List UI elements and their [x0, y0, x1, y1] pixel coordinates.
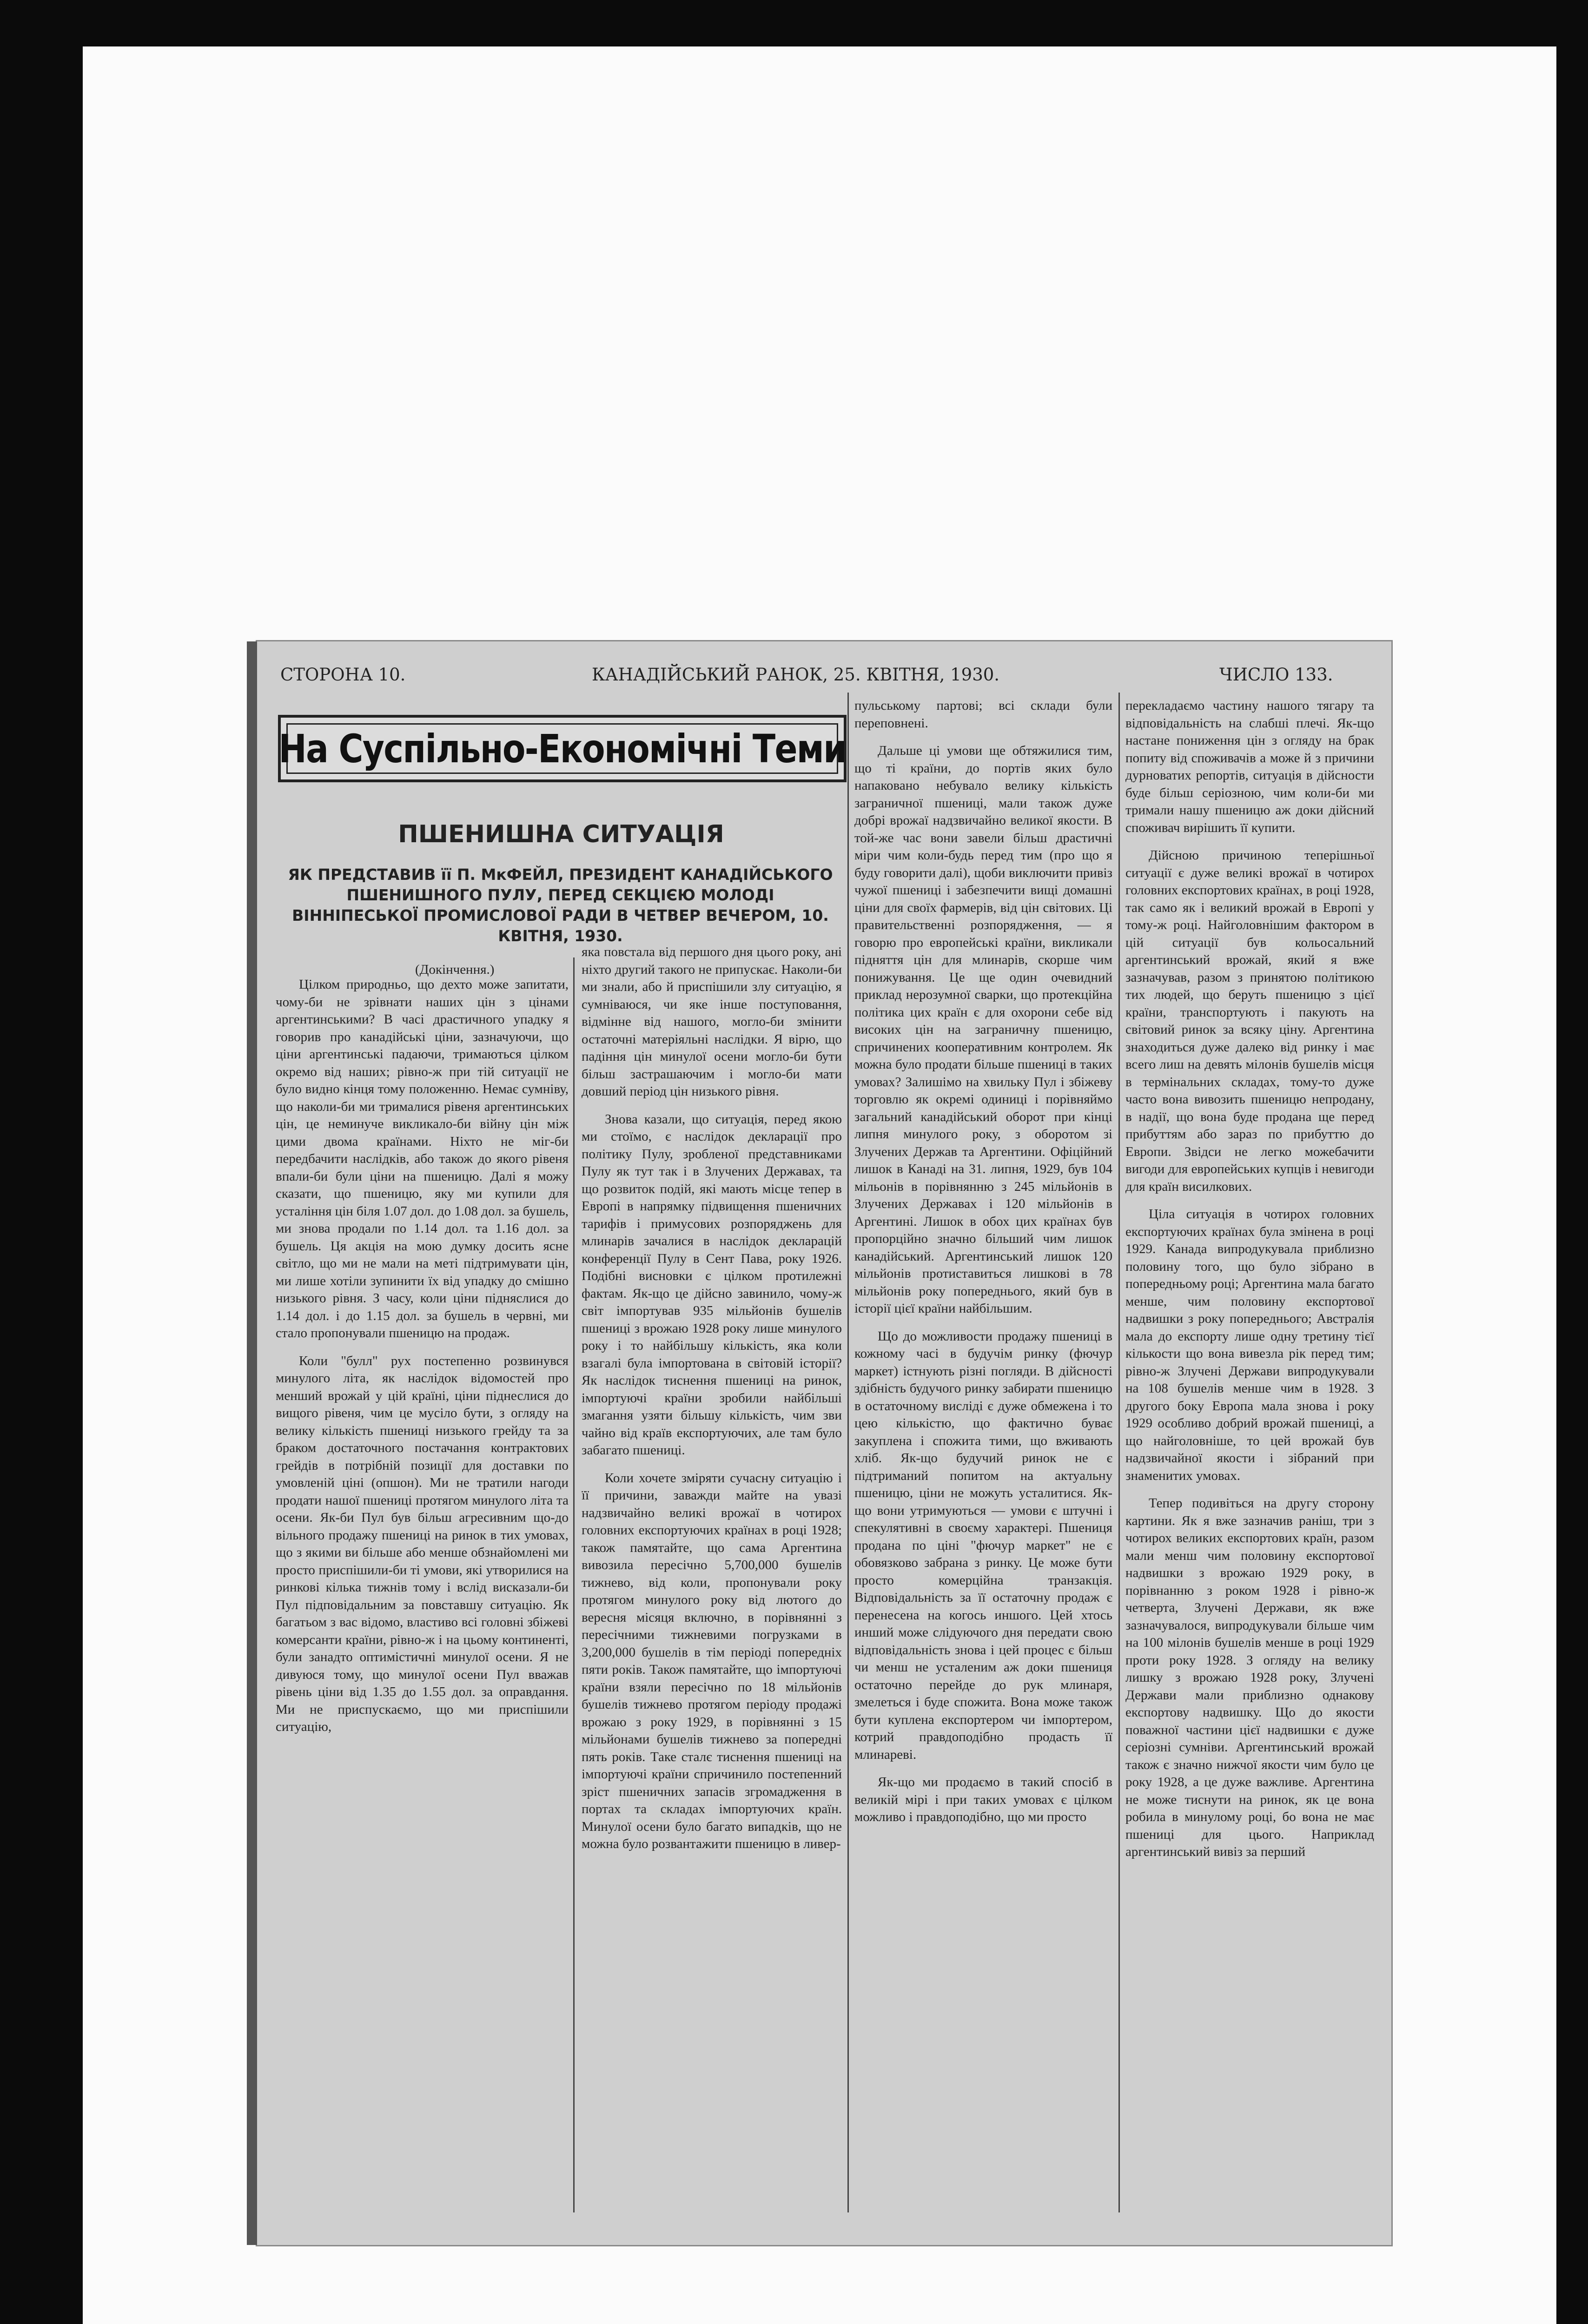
- paragraph: Цілком природньо, що дехто може запитати, чому-би не зрівнати наших цін з цінами аргентинськими? В часі драстичного упадку я говорив про канадійські ціни, зазначуючи, що ціни аргентинські падаючи, тримаються цілком окремо від наших; рівно-ж при тій ситуації не було видно кінця тому положенню. Немає сумніву, що наколи-би ми трималися рівеня аргентинських цін, це неминуче викликало-би війну цін між цими двома країнами. Ніхто не міг-би передбачити наслідків, або також до якого рівеня впали-би були ціни на пшеницю. Далі я можу сказати, що пшеницю, яку ми купили для устаління цін біля 1.07 дол. до 1.08 дол. за бушель, ми знова продали по 1.14 дол. та 1.16 дол. за бушель. Ця акція на мою думку досить ясне світло, що ми не мали на меті підтримувати цін, ми лише хотіли зупинити їх від упадку до смішно низького рівня. З часу, коли ціни підняслися до 1.14 дол. і до 1.15 дол. за бушель в червні, ми стало пропонували пшеницю на продаж.: [276, 977, 569, 1340]
- paragraph: Знова казали, що ситуація, перед якою ми стоїмо, є наслідок декларації про політику Пулу, зробленої представниками Пулу як тут так і в Злучених Державах, та що розвиток подій, які мають місце тепер в Европі в напрямку підвищення пшеничних тарифів і примусових розпоряджень для млинарів зачалися в наслідок декларацій конференції Пулу в Сент Пава, року 1926. Подібні висновки є цілком протилежні фактам. Як-що це дійсно завинило, чому-ж світ імпортував 935 мільйонів бушелів пшениці з врожаю 1928 року лише минулого року і то найбільшу кількість, яка коли взагалі була імпортована в світовій історії? Як наслідок тиснення пшениці на ринок, імпортуючі країни зробили найбільші змагання узяти більшу кількість, чим зви чайно від країв експортуючих, але там було забагато пшениці.: [582, 1111, 842, 1458]
- page-number: СТОРОНА 10.: [280, 665, 406, 685]
- paragraph: Тепер подивіться на другу сторону картини. Як я вже зазначив раніш, три з чотирох великих експортових країн, разом мали менш чим половину експортової надвишки з врожаю 1929 року, в порівнанню з роком 1928 і рівно-ж четверта, Злучені Держави, як вже зазначувалося, випродукували більше чим на 100 мілонів бушелів менше в році 1929 проти року 1928. З огляду на велику лишку з врожаю 1928 року, Злучені Держави мали приблизно однакову експортову надвишку. Що до якости поважної частини цієї надвишки є дуже серіозні сумніви. Аргентинський врожай також є значно нижчої якости чим було це року 1928, а це дуже важливе. Аргентина не може тиснути на ринок, як це вона робила в минулому році, бо вона не має пшениці для цього. Наприклад аргентинський вивіз за перший: [1125, 1496, 1374, 1859]
- column-rule: [1118, 693, 1120, 2212]
- article-column-3: [854, 697, 1112, 1836]
- newspaper-dateline: КАНАДІЙСЬКИЙ РАНОК, 25. КВІТНЯ, 1930.: [592, 665, 1000, 685]
- article-column-4: [1125, 697, 1374, 1871]
- paragraph: перекладаємо частину нашого тягару та відповідальність на слабші плечі. Як-що настане пониження цін з огляду на брак попиту від споживачів а може й з причини дурноватих репортів, ситуація в дійсности буде більш серіозною, чим коли-би ми тримали нашу пшеницю аж доки дійсний споживач вирішить її купити.: [1125, 698, 1374, 835]
- running-header: [257, 641, 1391, 688]
- paragraph: Як-що ми продаємо в такий спосіб в великій мірі і при таких умовах є цілком можливо і правдоподібно, що ми просто: [854, 1775, 1112, 1824]
- article-column-2: [582, 944, 842, 1863]
- article-column-1: [276, 976, 569, 1746]
- paragraph: Ціла ситуація в чотирох головних експортуючих країнах була змінена в році 1929. Канада випродукувала приблизно половину того, що було зібрано в попередньому році; Аргентина мала багато менше, чим половину експортової надвишки з року попереднього; Австралія мала до експорту лише одну третину тієї кількости що вона вивезла рік перед тим; рівно-ж Злучені Держави випродукували на 108 бушелів менше чим в 1928. З другого боку Европа мала знова і року 1929 особливо добрий врожай пшениці, а що найголовніше, то цей врожай був надзвичайної якости і зібраний при знаменитих умовах.: [1125, 1207, 1374, 1483]
- issue-number: ЧИСЛО 133.: [1219, 665, 1333, 685]
- section-masthead: [278, 715, 847, 782]
- paragraph: Що до можливости продажу пшениці в кожному часі в будучім ринку (фючур маркет) істнують різні погляди. В дійсності здібність будучого ринку забирати пшеницю в остаточному висліді є дуже обмежена і то цею кількістю, що фактично буває закуплена і спожита тими, що вживають хліб. Як-що будучий ринок не є підтриманий попитом на актуальну пшеницю, ціни не можуть усталитися. Як-що вони утримуються — умови є штучні і спекулятивні в своєму характері. Пшениця продана по ціні "фючур маркет" не є обовязково забрана з ринку. Це може бути просто комерційна транзакція. Відповідальність за її остаточну продаж є перенесена на когось иншого. Цей хтось инший може слідуючого дня передати свою відповідальність знова і цей процес є більш чи менш не усталеним аж доки пшениця остаточно перейде до рук млинаря, змелеться і буде спожита. Вона може також бути куплена експортером чи імпортером, котрий правдоподібно продасть її млинареві.: [854, 1328, 1112, 1762]
- masthead-inner-border: [278, 723, 846, 774]
- section-title: На Суспільно-Економічні Теми: [278, 726, 846, 772]
- column-rule: [573, 957, 575, 2212]
- paragraph: Дальше ці умови ще обтяжилися тим, що ті країни, до портів яких було напаковано небувало велику кількість заграничної пшениці, мали також дуже добрі врожаї надзвичайно великої якости. В той-же час вони завели більш драстичні міри чим коли-будь перед тим (про що я буду говорити далі), щоби виключити привіз чужої пшениці і забезпечити вищі домашні ціни для своїх фармерів, від цін світових. Ці правительственні розпорядження, — я говорю про европейські країни, викликали підняття цін для млинарів, скорше чим понижування. Це ще один очевидний приклад нерозумної сварки, що протекційна політика цих країн є для охорони себе від високих цін на заграничну пшеницю, спричинених кооперативним контролем. Як можна було продати більше пшениці в таких умовах? Залишімо на хвильку Пул і збіжеву торговлю як окремі одиниці і порівняймо загальний канадійський оборот при кінці липня минулого року, з оборотом зі Злучених Держав та Аргентини. Офіційний лишок в Канаді на 31. липня, 1929, був 104 мільонів в порівнянню з 245 мільйонів в Злучених Державах і 120 мільйонів в Аргентині. Лишок в обох цих країнах був пропорційно значно більший чим лишок канадійський. Аргентинський лишок 120 мільйонів протиставиться лишкові в 78 мільйонів року попереднього, який був в історії цієї країни найбільшим.: [854, 743, 1112, 1316]
- column-rule: [847, 693, 849, 2212]
- continued-note: (Докінчення.): [415, 962, 495, 977]
- article-headline: ПШЕНИШНА СИТУАЦІЯ: [398, 820, 724, 848]
- paragraph: яка повстала від першого дня цього року, ані ніхто другий такого не припускає. Наколи-би ми знали, або й приспішили злу ситуацію, я сумніваюся, чи яке інше поступовання, відмінне від нашого, могло-би змінити остаточні матеріяльні наслідки. Я вірю, що падіння цін минулої осени могло-би бути більш застрашаючим і могло-би мати довший період цін низького рівня.: [582, 944, 842, 1099]
- newspaper-page: [257, 641, 1391, 2245]
- article-deck: ЯК ПРЕДСТАВИВ її П. МкФЕЙЛ, ПРЕЗИДЕНТ КАНАДІЙСЬКОГО ПШЕНИШНОГО ПУЛУ, ПЕРЕД СЕКЦІЄЮ МОЛОДІ ВІННІПЕСЬКОЇ ПРОМИСЛОВОЇ РАДИ В ЧЕТВЕР ВЕЧЕРОМ, 10. КВІТНЯ, 1930.: [288, 865, 833, 945]
- paragraph: Дійсною причиною теперішньої ситуації є дуже великі врожаї в чотирох головних експортових країнах, в році 1928, так само як і великий врожай в Европі у тому-ж році. Найголовнішим фактором в цій ситуації був кольосальний аргентинський врожай, який я вже зазначував, разом з принятою політикою тих людей, що беруть пшеницю з цієї країни, транспортують і пакують на світовий ринок за всяку ціну. Аргентина знаходиться дуже далеко від ринку і має всего лиш на девять мілонів бушелів місця в термінальних складах, тому-то дуже часто вона вивозить пшеницю непродану, в надії, що вона буде продана ще перед прибуттям або зараз по прибуттю до Европи. Звідси не легко можебачити вигоди для европейських купців і невигоди для країн висилкових.: [1125, 848, 1374, 1194]
- paragraph: пульському партові; всі склади були переповнені.: [854, 698, 1112, 731]
- paragraph: Коли хочете зміряти сучасну ситуацію і її причини, заважди майте на увазі надзвичайно великі врожаї в чотирох головних експортуючих країнах в році 1928; також памятайте, що сама Аргентина вивозила пересічно 5,700,000 бушелів тижнево, від коли, пропонували року протягом минулого року від лютого до вересня місяця включно, в порівнянні з пересічними тижневими погрузками в 3,200,000 бушелів в тім періоді попередніх пяти років. Також памятайте, що імпортуючі країни взяли пересічно по 18 мільйонів бушелів тижнево протягом періоду продажі врожаю з року 1929, в порівнянні з 15 мільйонами бушелів тижнево за попередні пять років. Таке сталє тиснення пшениці на імпортуючі країни спричинило постепенний зріст пшеничних запасів згромадження в портах та складах імпортуючих країн. Минулої осени було багато випадків, що не можна було розвантажити пшеницю в ливер-: [582, 1470, 842, 1851]
- paragraph: Коли "булл" рух постепенно розвинувся минулого літа, як наслідок відомостей про менший врожай у цій країні, ціни піднеслися до вищого рівеня, чим це мусіло бути, з огляду на велику кількість пшениці низького грейду та за браком достаточного постачання контрактових грейдів в потрібній позиції для доставки по умовленій ціні (опшон). Ми не тратили нагоди продати нашої пшениці протягом минулого літа та осени. Як-би Пул був більш агресивним що-до вільного продажу пшениці на ринок в тих умовах, що з якими ви більше або менше обзнайомлені ми просто приспішили-би ті умови, які утворилися на ринкові кілька тижнів тому і вслід висказали-би Пул підповідальним за повставшу ситуацію. Як багатьом з вас відомо, властиво всі головні збіжеві комерсанти країни, рівно-ж і на цьому континенті, були занадто оптимістичні минулої осени. Я не дивуюся тому, що минулої осени Пул вважав рівень ціни від 1.35 до 1.55 дол. за оправдання. Ми не приспускаємо, що ми приспішили ситуацію,: [276, 1353, 569, 1734]
